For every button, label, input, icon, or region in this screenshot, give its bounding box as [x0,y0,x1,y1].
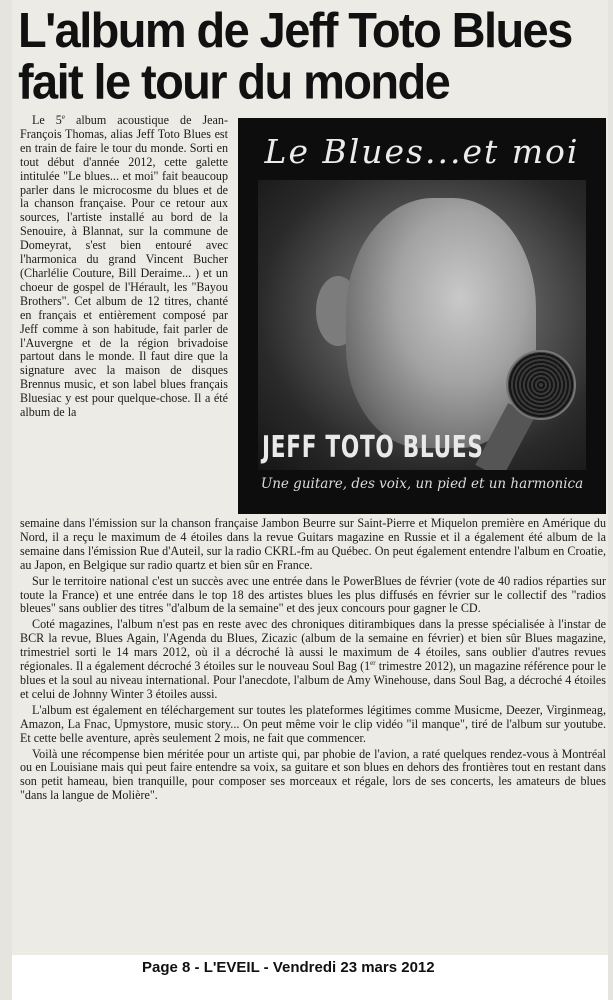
album-subtitle: Une guitare, des voix, un pied et un harmonica [260,476,584,492]
article-column-left [20,114,228,420]
article-column-full [20,517,606,805]
footer-text: Page 8 - L'EVEIL - Vendredi 23 mars 2012 [142,959,435,976]
paragraph-1-body: album acoustique de Jean-François Thomas, alias Jeff Toto Blues est en train de faire le tour du monde. Sorti en tout début d'année 2012, cette galette intitulée "Le blues... et moi" fait beaucoup parler dans le microcosme du blues et de la chanson française. Pour ce retour aux sources, l'artiste installé au bord de la Senouire, à Blannat, sur la commune de Domeyrat, s'est bien entouré avec l'harmonica du grand Vincent Bucher (Charlélie Couture, Bill Deraime... ) et un choeur de gospel de l'Hérault, les "Bayou Brothers". Cet album de 12 titres, chanté en français et entièrement composé par Jeff comme à son habitude, fait parler de l'Auvergne et de la région brivadoise partout dans le monde. Il faut dire que la signature avec la maison de disques Brennus music, et son label blues français Bluesiac y est pour quelque-chose. Il a été album de la [20,113,228,420]
artist-name: JEFF TOTO BLUES [262,430,484,465]
paragraph-3-body: trimestre 2012), un magazine référence pour le blues et la soul au niveau international. Pour l'anecdote, l'album de Amy Winehouse, dans Soul Bag, a décroché 4 étoiles et celui de Johnny Winter 3 étoiles aussi. [20,659,606,701]
page-footer [12,955,608,1000]
ordinal-suffix-2: er [370,659,376,668]
article-paragraph-1 [20,114,228,420]
ordinal-suffix: e [61,112,65,121]
portrait-image [258,180,586,470]
paragraph-3-start: Coté magazines, l'album n'est pas en reste avec des chroniques ditirambiques dans la presse spécialisée à l'instar de BCR la revue, Blues Again, l'Agenda du Blues, Zicazic (album de la semaine en février) et bien sûr Blues magazine, trimestriel sorti le 14 mars 2012, où il a décroché là aussi le maximum de 4 étoiles, sans oublier d'autres revues régionales. Il a également décroché 3 étoiles sur le nouveau Soul Bag (1 [20,617,606,674]
microphone-icon [506,350,576,420]
paragraph-1-continued: semaine dans l'émission sur la chanson française Jambon Beurre sur Saint-Pierre et Miquelon première en Amérique du Nord, il a reçu le maximum de 4 étoiles dans la revue Guitars magazine en Russie et il a également été album de la semaine dans l'émission Rue d'Auteil, sur la radio CKRL-fm au Québec. On peut également entendre l'album en Croatie, au Japon, en Belgique sur radio quartz et bien sûr en France. [20,516,606,572]
article-paragraph-2: Sur le territoire national c'est un succès avec une entrée dans le PowerBlues de février (vote de 40 radios réparties sur toute la France) et une entrée dans le top 18 des artistes blues les plus diffusés en février sur le collectif des "radios bleues" sans oublier des titres "d'album de la semaine" et des jeux concours pour gagner le CD. [20,573,606,616]
headline-line-1: L'album de Jeff Toto Blues [18,1,572,58]
headline-line-2: fait le tour du monde [18,53,450,109]
album-title: Le Blues...et moi [264,132,580,171]
paragraph-1-start: Le 5 [32,113,62,127]
article-paragraph-4: L'album est également en téléchargement sur toutes les plateformes légitimes comme Musicme, Deezer, Virginmeag, Amazon, La Fnac, Upmystore, music story... On peut même voir le clip vidéo "il manque", tiré de l'album sur youtube. Et cette belle aventure, après seulement 2 mois, ne fait que commencer. [20,702,606,745]
article-headline [18,1,608,109]
album-cover-photo [238,118,606,514]
article-paragraph-5: Voilà une récompense bien méritée pour un artiste qui, par phobie de l'avion, a raté quelques rendez-vous à Montréal ou en Louisiane mais qui peut faire entendre sa voix, sa guitare et son blues en dehors des frontières tout en restant dans son petit hameau, bien tranquille, pour composer ses morceaux et régale, lors de ses concerts, les amateurs de blues "dans la langue de Molière". [20,746,606,803]
article-paragraph-3 [20,618,606,701]
